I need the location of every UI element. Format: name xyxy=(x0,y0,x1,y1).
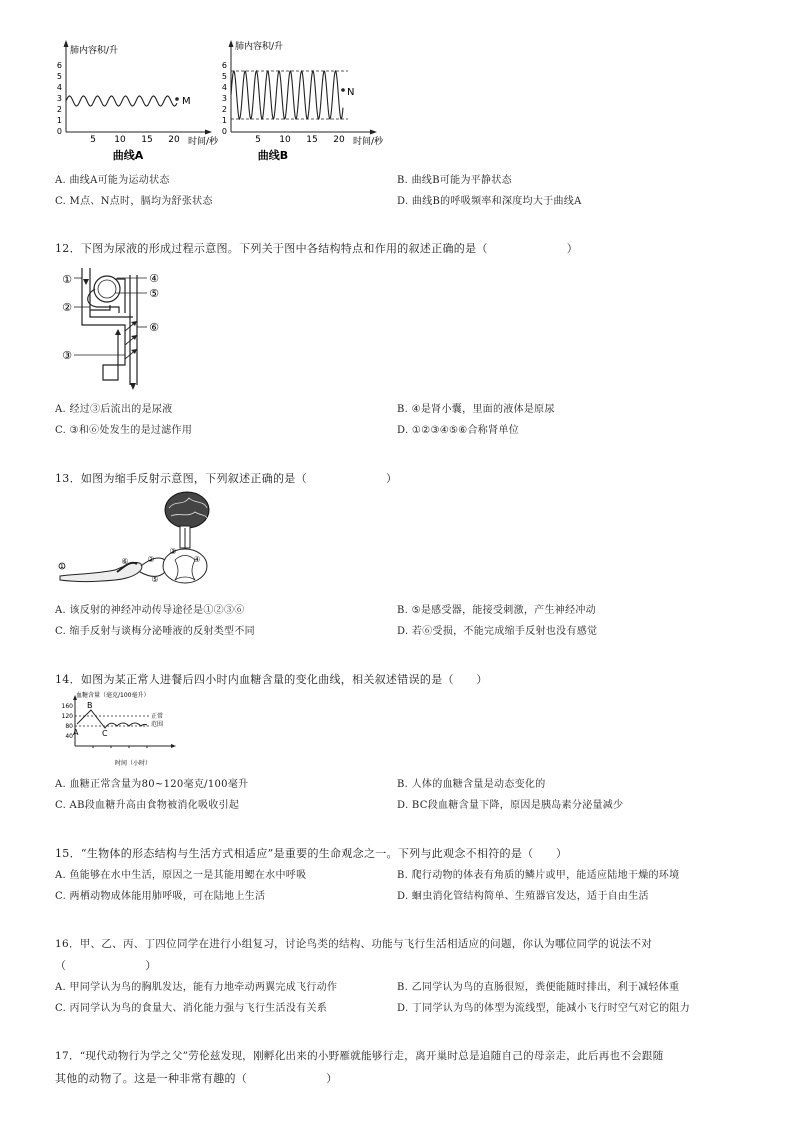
q11a-ytick: 0 xyxy=(56,127,62,136)
q11a-ytick: 1 xyxy=(56,116,62,125)
q11b-ytick: 6 xyxy=(221,61,227,70)
q11b-xtick: 10 xyxy=(279,135,291,145)
q13-option-c[interactable]: C. 缩手反射与谈梅分泌唾液的反射类型不同 xyxy=(55,626,255,637)
q14-blood-glucose-chart xyxy=(55,688,180,773)
q13-option-d[interactable]: D. 若⑥受损，不能完成缩手反射也没有感觉 xyxy=(397,626,598,637)
q11a-ytick: 3 xyxy=(56,94,62,103)
q11b-caption: 曲线B xyxy=(257,149,289,162)
q11a-point-m-marker xyxy=(175,97,179,101)
q12-label-2: ② xyxy=(62,301,72,314)
q12-option-d[interactable]: D. ①②③④⑤⑥合称肾单位 xyxy=(397,425,520,436)
q11b-ytick: 0 xyxy=(221,127,227,136)
q11a-xtick: 10 xyxy=(114,135,126,145)
q11b-ytick: 4 xyxy=(221,83,227,92)
q12-option-a[interactable]: A. 经过③后流出的是尿液 xyxy=(55,404,173,415)
q12-stem: 12．下图为尿液的形成过程示意图。下列关于图中各结构特点和作用的叙述正确的是（ ） xyxy=(55,242,579,255)
q13-label-2: ② xyxy=(147,555,155,564)
q14-option-b[interactable]: B. 人体的血糖含量是动态变化的 xyxy=(397,779,546,790)
q15-option-d[interactable]: D. 蛔虫消化管结构简单、生殖器官发达，适于自由生活 xyxy=(397,891,649,902)
q14-xlabel: 时间（小时） xyxy=(115,760,152,767)
q15-option-c[interactable]: C. 两栖动物成体能用肺呼吸，可在陆地上生活 xyxy=(55,891,266,902)
q17-stem-line1: 17．“现代动物行为学之父”劳伦兹发现，刚孵化出来的小野雁就能够行走，离开巢时总是追随自己的母亲走，此后再也不会跟随 xyxy=(55,1050,664,1062)
q11a-xtick: 15 xyxy=(141,135,153,145)
q11a-ytick: 5 xyxy=(56,72,62,81)
q14-option-a[interactable]: A. 血糖正常含量为80~120毫克/100毫升 xyxy=(55,779,249,790)
q16-option-a[interactable]: A. 甲同学认为鸟的胸肌发达，能有力地牵动两翼完成飞行动作 xyxy=(55,982,338,993)
q11b-xtick: 15 xyxy=(306,135,318,145)
q15-stem: 15．“生物体的形态结构与生活方式相适应”是重要的生命观念之一。下列与此观念不相符的是（ ） xyxy=(55,847,568,860)
q11b-xlabel: 时间/秒 xyxy=(353,137,384,147)
q11a-breathing-curve xyxy=(66,96,177,106)
q16-option-c[interactable]: C. 丙同学认为鸟的食量大、消化能力强与飞行生活没有关系 xyxy=(55,1003,328,1014)
q11-option-c[interactable]: C. M点、N点时，膈均为舒张状态 xyxy=(55,196,213,207)
q14-ytick: 40 xyxy=(65,733,73,740)
q11a-xlabel: 时间/秒 xyxy=(188,137,219,147)
q15-option-a[interactable]: A. 鱼能够在水中生活，原因之一是其能用鳃在水中呼吸 xyxy=(55,870,307,881)
q14-legend-range: 范围 xyxy=(151,721,164,728)
q14-ylabel: 血糖含量（毫克/100毫升） xyxy=(76,692,150,699)
q11b-point-n: N xyxy=(347,87,355,98)
q14-option-c[interactable]: C. AB段血糖升高由食物被消化吸收引起 xyxy=(55,800,240,811)
q11b-point-n-marker xyxy=(341,88,345,92)
q13-label-6: ⑥ xyxy=(121,557,129,566)
q11a-point-m: M xyxy=(182,96,191,107)
q14-option-d[interactable]: D. BC段血糖含量下降，原因是胰岛素分泌量减少 xyxy=(397,800,624,811)
q12-label-1: ① xyxy=(62,273,72,286)
q11-curve-b-chart xyxy=(205,30,385,165)
q11a-caption: 曲线A xyxy=(112,149,144,162)
q11b-xtick: 20 xyxy=(333,135,345,145)
q11a-xtick: 20 xyxy=(168,135,180,145)
q11b-xtick: 5 xyxy=(255,135,261,145)
q11a-ytick: 4 xyxy=(56,83,62,92)
q14-legend-normal: 正常 xyxy=(151,713,164,720)
q14-point-a: A xyxy=(73,728,79,737)
q11b-ytick: 3 xyxy=(221,94,227,103)
q11a-xtick: 5 xyxy=(90,135,96,145)
q12-label-6: ⑥ xyxy=(149,321,159,334)
q11a-ytick: 2 xyxy=(56,105,62,114)
q12-label-5: ⑤ xyxy=(149,287,159,300)
q11b-breathing-curve xyxy=(231,71,343,119)
q11-option-b[interactable]: B. 曲线B可能为平静状态 xyxy=(397,175,512,186)
q13-option-a[interactable]: A. 该反射的神经冲动传导途径是①②③⑥ xyxy=(55,605,245,616)
q11b-ylabel: 肺内容积/升 xyxy=(235,42,284,52)
q11-option-a[interactable]: A. 曲线A可能为运动状态 xyxy=(55,175,170,186)
q12-label-4: ④ xyxy=(149,272,159,285)
q14-stem: 14．如图为某正常人进餐后四小时内血糖含量的变化曲线，相关叙述错误的是（ ） xyxy=(55,673,488,686)
q13-label-1: ① xyxy=(58,562,66,571)
q11-curve-a-chart xyxy=(40,30,220,165)
q13-label-4: ④ xyxy=(193,555,201,564)
q16-option-b[interactable]: B. 乙同学认为鸟的直肠很短，粪便能随时排出，利于减轻体重 xyxy=(397,982,680,993)
q13-option-b[interactable]: B. ⑤是感受器，能接受刺激，产生神经冲动 xyxy=(397,605,596,616)
q15-option-b[interactable]: B. 爬行动物的体表有角质的鳞片或甲，能适应陆地干燥的环境 xyxy=(397,870,680,881)
q13-label-5: ⑤ xyxy=(151,575,159,584)
q14-ytick: 80 xyxy=(65,723,73,730)
q16-stem-line2: （ ） xyxy=(55,959,157,972)
q14-point-b: B xyxy=(87,701,93,710)
q11a-ylabel: 肺内容积/升 xyxy=(70,46,119,56)
q17-stem-line2: 其他的动物了。这是一种非常有趣的（ ） xyxy=(55,1072,338,1085)
q14-ytick: 160 xyxy=(61,703,73,710)
q13-label-3: ③ xyxy=(169,547,177,556)
q12-option-c[interactable]: C. ③和⑥处发生的是过滤作用 xyxy=(55,425,193,436)
q13-reflex-arc-diagram xyxy=(55,488,225,588)
q14-ytick: 120 xyxy=(61,713,73,720)
q11b-ytick: 5 xyxy=(221,72,227,81)
q11a-ytick: 6 xyxy=(56,61,62,70)
q13-stem: 13．如图为缩手反射示意图，下列叙述正确的是（ ） xyxy=(55,472,398,485)
q14-point-c: C xyxy=(102,729,108,738)
q11b-ytick: 1 xyxy=(221,116,227,125)
q16-option-d[interactable]: D. 丁同学认为鸟的体型为流线型，能减小飞行时空气对它的阻力 xyxy=(397,1003,691,1014)
q11b-ytick: 2 xyxy=(221,105,227,114)
q12-label-3: ③ xyxy=(62,349,72,362)
q12-nephron-diagram xyxy=(55,265,175,395)
brain-icon xyxy=(165,492,209,528)
q12-option-b[interactable]: B. ④是肾小囊，里面的液体是原尿 xyxy=(397,404,555,415)
q11-option-d[interactable]: D. 曲线B的呼吸频率和深度均大于曲线A xyxy=(397,196,582,207)
q16-stem-line1: 16．甲、乙、丙、丁四位同学在进行小组复习，讨论鸟类的结构、功能与飞行生活相适应的问题，你认为哪位同学的说法不对 xyxy=(55,938,653,950)
